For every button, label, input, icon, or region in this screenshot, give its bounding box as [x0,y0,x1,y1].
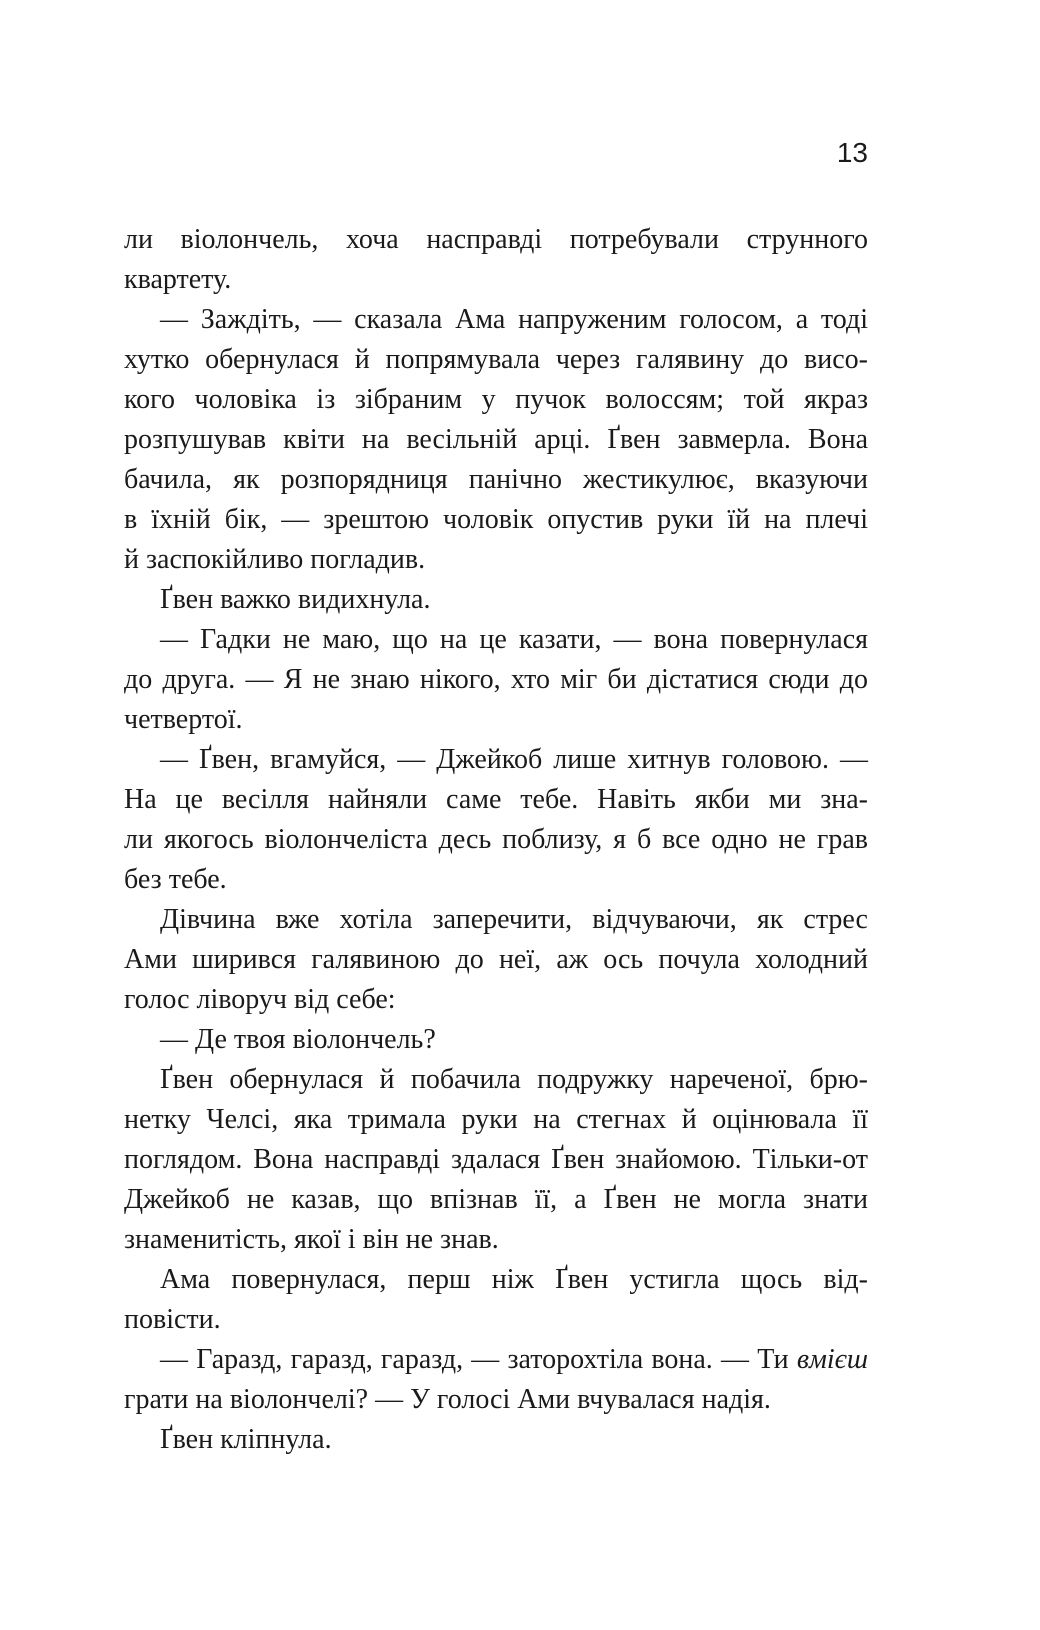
text-line: — Гадки не маю, що на це казати, — вона повернулася [160,624,868,655]
page-text [124,220,868,1460]
text-line: знаменитість, якої і він не знав. [124,1224,499,1255]
text-line: — Де твоя віолончель? [160,1024,436,1055]
text-line: без тебе. [124,864,227,895]
text-line: поглядом. Вона насправді здалася Ґвен знайомою. Тільки-от [124,1144,868,1175]
text-line: квартету. [124,264,232,295]
text-line: в їхній бік, — зрештою чоловік опустив руки їй на плечі [124,504,868,535]
text-line: нетку Челсі, яка тримала руки на стегнах й оцінювала її [124,1104,868,1135]
text-line: На це весілля найняли саме тебе. Навіть якби ми зна- [124,784,868,815]
text-line: — Гаразд, гаразд, гаразд, — заторохтіла вона. — Ти вмієш [160,1344,868,1375]
text-line: Ами ширився галявиною до неї, аж ось почула холодний [124,944,868,975]
text-line: кого чоловіка із зібраним у пучок волоссям; той якраз [124,384,868,415]
page-number: 13 [836,137,868,168]
text-line: Ґвен кліпнула. [160,1424,332,1455]
text-line: бачила, як розпорядниця панічно жестикулює, вказуючи [124,464,868,495]
text-line: Ґвен обернулася й побачила подружку нареченої, брю- [160,1064,868,1095]
text-line: розпушував квіти на весільній арці. Ґвен завмерла. Вона [124,424,868,455]
text-line: ли віолончель, хоча насправді потребували струнного [124,224,868,255]
text-line: — Заждіть, — сказала Ама напруженим голосом, а тоді [160,304,868,335]
text-line: й заспокійливо погладив. [124,544,426,575]
text-line: до друга. — Я не знаю нікого, хто міг би дістатися сюди до [124,664,868,695]
text-line: Джейкоб не казав, що впізнав її, а Ґвен не могла знати [124,1184,868,1215]
text-line: четвертої. [124,704,243,735]
text-line: Ґвен важко видихнула. [160,584,431,615]
text-line: грати на віолончелі? — У голосі Ами вчувалася надія. [124,1384,771,1415]
text-line: голос ліворуч від себе: [124,984,396,1015]
text-line: повісти. [124,1304,221,1335]
text-line: — Ґвен, вгамуйся, — Джейкоб лише хитнув головою. — [160,744,868,775]
text-line: Дівчина вже хотіла заперечити, відчуваючи, як стрес [160,904,868,935]
text-line: ли якогось віолончеліста десь поблизу, я б все одно не грав [124,824,868,855]
text-line: Ама повернулася, перш ніж Ґвен устигла щось від- [160,1264,868,1295]
text-line: хутко обернулася й попрямувала через галявину до висо- [124,344,868,375]
